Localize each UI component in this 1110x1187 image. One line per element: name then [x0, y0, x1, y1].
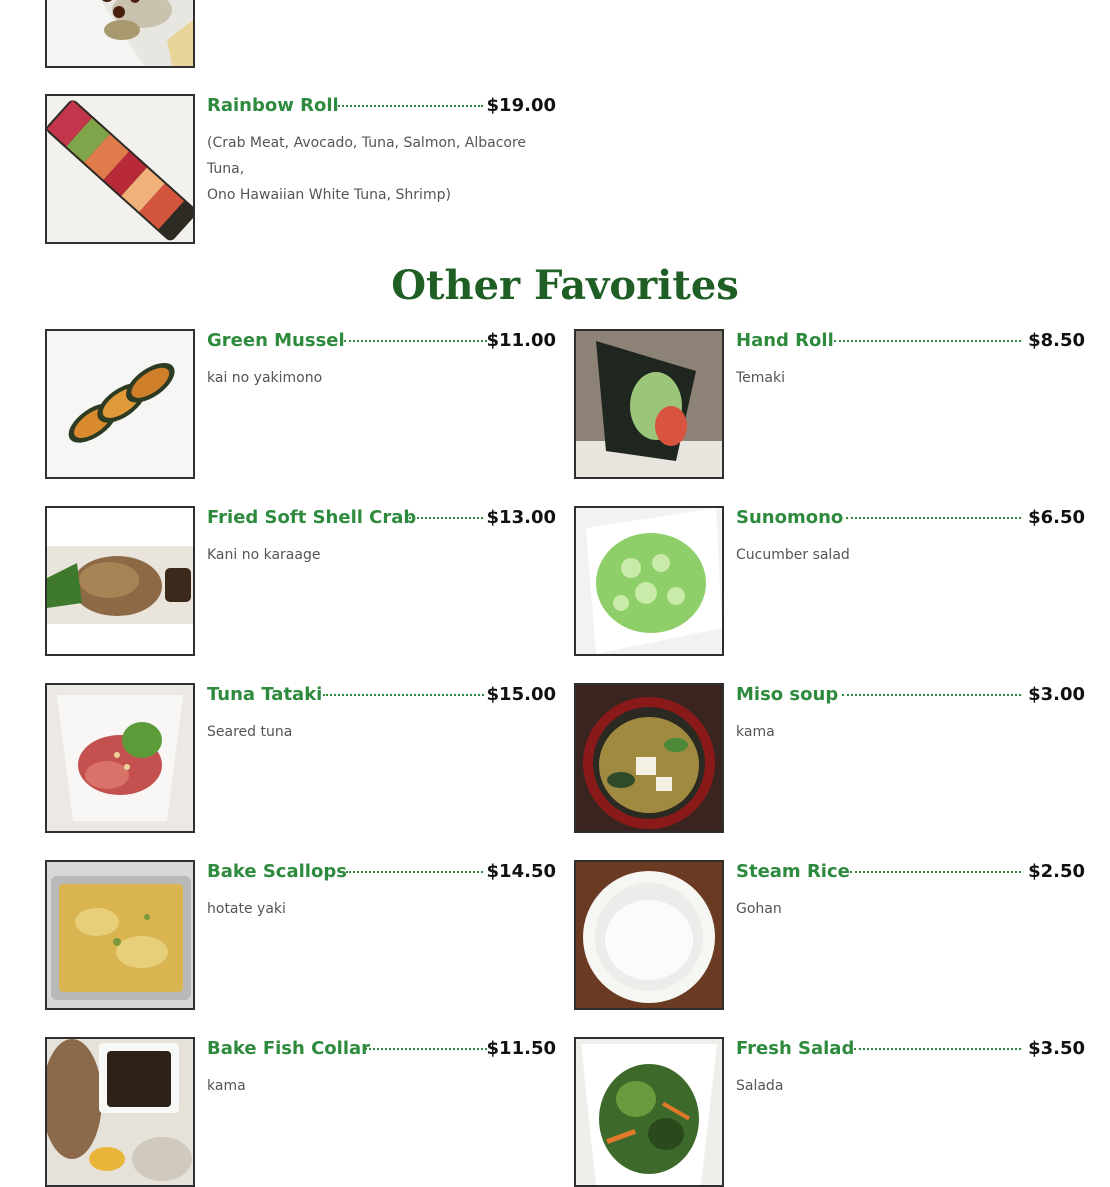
item-description: Cucumber salad [736, 547, 850, 563]
item-name: Fresh Salad [736, 1038, 855, 1059]
leader-dots [846, 517, 1021, 519]
item-price: $3.50 [1028, 1038, 1085, 1059]
item-name: Tuna Tataki [207, 684, 323, 705]
hand-roll-image [574, 329, 724, 479]
item-description: kai no yakimono [207, 370, 323, 386]
item-price: $2.50 [1028, 861, 1085, 882]
item-price: $11.00 [486, 330, 556, 351]
section-title: Other Favorites [391, 262, 739, 309]
item-price: $19.00 [486, 95, 556, 116]
rainbow-roll-image [45, 94, 195, 244]
item-name: Rainbow Roll [207, 95, 339, 116]
baked-scallops-image [45, 860, 195, 1010]
leader-dots [834, 340, 1021, 342]
item-price: $6.50 [1028, 507, 1085, 528]
item-description: Gohan [736, 901, 782, 917]
item-description: Kani no karaage [207, 547, 321, 563]
item-name: Miso soup [736, 684, 839, 705]
steamed-rice-image [574, 860, 724, 1010]
leader-dots [344, 340, 487, 342]
item-description: hotate yaki [207, 901, 286, 917]
menu-item-steam-rice[interactable] [574, 860, 1085, 1010]
menu-item-tuna-tataki[interactable] [45, 683, 556, 833]
menu-item-miso-soup[interactable] [574, 683, 1085, 833]
leader-dots [850, 871, 1021, 873]
item-description: Seared tuna [207, 724, 293, 740]
leader-dots [405, 517, 483, 519]
miso-soup-image [574, 683, 724, 833]
leader-dots [323, 694, 484, 696]
item-description: Temaki [736, 370, 785, 386]
leader-dots [335, 105, 483, 107]
item-price: $11.50 [486, 1038, 556, 1059]
item-description: kama [736, 724, 775, 740]
soft-shell-crab-image [45, 506, 195, 656]
item-price: $13.00 [486, 507, 556, 528]
cucumber-salad-image [574, 506, 724, 656]
item-name: Fried Soft Shell Crab [207, 507, 417, 528]
item-description: (Crab Meat, Avocado, Tuna, Salmon, Albacore Tuna, Ono Hawaiian White Tuna, Shrimp) [207, 135, 527, 203]
menu-item-green-mussel[interactable] [45, 329, 556, 479]
item-price: $15.00 [486, 684, 556, 705]
sushi-roll-image [45, 0, 195, 68]
fresh-salad-image [574, 1037, 724, 1187]
menu-item-hand-roll[interactable] [574, 329, 1085, 479]
tuna-tataki-image [45, 683, 195, 833]
item-name: Sunomono [736, 507, 844, 528]
item-name: Bake Scallops [207, 861, 347, 882]
leader-dots [346, 871, 483, 873]
leader-dots [854, 1048, 1021, 1050]
item-description: kama [207, 1078, 246, 1094]
item-price: $3.00 [1028, 684, 1085, 705]
menu-item-partial [45, 0, 556, 68]
menu-item-bake-scallops[interactable] [45, 860, 556, 1010]
item-description: Salada [736, 1078, 784, 1094]
menu-item-fresh-salad[interactable] [574, 1037, 1085, 1187]
item-name: Green Mussel [207, 330, 345, 351]
fish-collar-image [45, 1037, 195, 1187]
green-mussel-image [45, 329, 195, 479]
menu-item-bake-fish-collar[interactable] [45, 1037, 556, 1187]
item-price: $14.50 [486, 861, 556, 882]
item-price: $8.50 [1028, 330, 1085, 351]
item-name: Hand Roll [736, 330, 834, 351]
menu-item-sunomono[interactable] [574, 506, 1085, 656]
leader-dots [365, 1048, 487, 1050]
item-name: Bake Fish Collar [207, 1038, 371, 1059]
menu-item-rainbow-roll[interactable] [45, 94, 556, 244]
leader-dots [842, 694, 1021, 696]
item-name: Steam Rice [736, 861, 850, 882]
menu-item-fried-soft-shell-crab[interactable] [45, 506, 556, 656]
